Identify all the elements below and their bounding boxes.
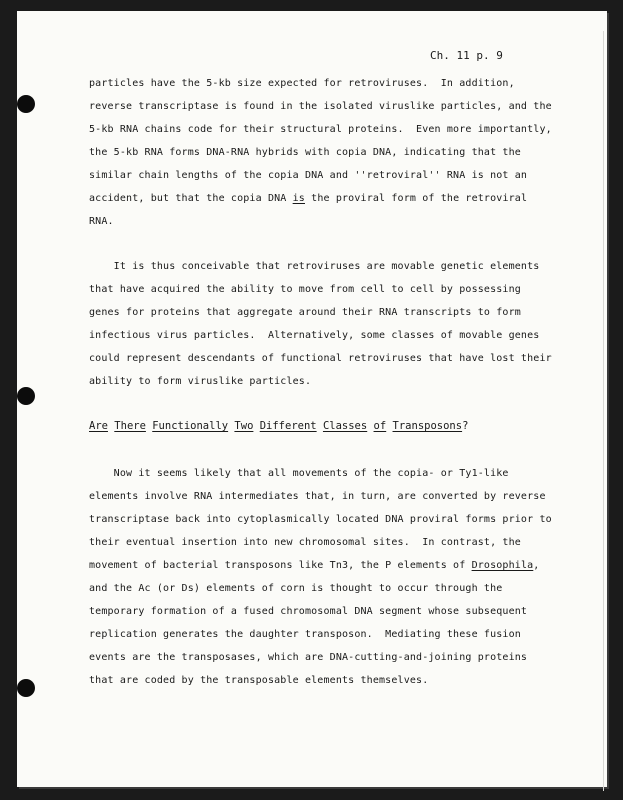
binder-hole-middle [17,387,35,405]
page-number-header: Ch. 11 p. 9 [430,49,503,62]
binder-hole-top [17,95,35,113]
heading-word: of [373,420,387,432]
text-segment: , [533,560,540,571]
section-heading [89,420,468,432]
text-line [89,193,527,204]
heading-word: Functionally [152,420,229,432]
heading-word: Two [234,420,254,432]
text-line: 5-kb RNA chains code for their structural proteins. Even more importantly, [89,124,552,135]
text-line: It is thus conceivable that retroviruses are movable genetic elements [89,261,540,272]
text-line: and the Ac (or Ds) elements of corn is thought to occur through the [89,583,503,594]
text-segment: the proviral form of the retroviral [304,193,528,204]
text-line: Now it seems likely that all movements of the copia- or Ty1-like [89,468,509,479]
text-line: that are coded by the transposable elements themselves. [89,675,429,686]
text-line: replication generates the daughter transposon. Mediating these fusion [89,629,521,640]
text-line: that have acquired the ability to move from cell to cell by possessing [89,284,521,295]
text-line: ability to form viruslike particles. [89,376,312,387]
page-edge [603,31,604,791]
text-segment: movement of bacterial transposons like Tn3, the P elements of [89,560,472,571]
text-line: their eventual insertion into new chromosomal sites. In contrast, the [89,537,521,548]
text-line: particles have the 5-kb size expected for retroviruses. In addition, [89,78,515,89]
text-line: genes for proteins that aggregate around their RNA transcripts to form [89,307,521,318]
heading-word: Transposons [392,420,463,432]
text-line: transcriptase back into cytoplasmically located DNA proviral forms prior to [89,514,552,525]
text-line: elements involve RNA intermediates that, in turn, are converted by reverse [89,491,546,502]
text-line: RNA. [89,216,114,227]
binder-hole-bottom [17,679,35,697]
text-line [89,560,539,571]
text-line: reverse transcriptase is found in the isolated viruslike particles, and the [89,101,552,112]
text-segment: accident, but that the copia DNA [89,193,293,204]
text-line: infectious virus particles. Alternatively, some classes of movable genes [89,330,540,341]
heading-word: Different [259,420,317,432]
heading-word: Classes [322,420,368,432]
heading-word: Are [89,420,108,432]
heading-word: There [114,420,146,432]
underlined-genus: Drosophila [471,560,534,571]
text-line: could represent descendants of functional retroviruses that have lost their [89,353,552,364]
text-line: events are the transposases, which are DNA-cutting-and-joining proteins [89,652,528,663]
text-line: the 5-kb RNA forms DNA-RNA hybrids with copia DNA, indicating that the [89,147,521,158]
heading-punctuation: ? [462,420,469,432]
underlined-emphasis: is [292,193,305,204]
text-line: similar chain lengths of the copia DNA and ''retroviral'' RNA is not an [89,170,528,181]
text-line: temporary formation of a fused chromosomal DNA segment whose subsequent [89,606,528,617]
